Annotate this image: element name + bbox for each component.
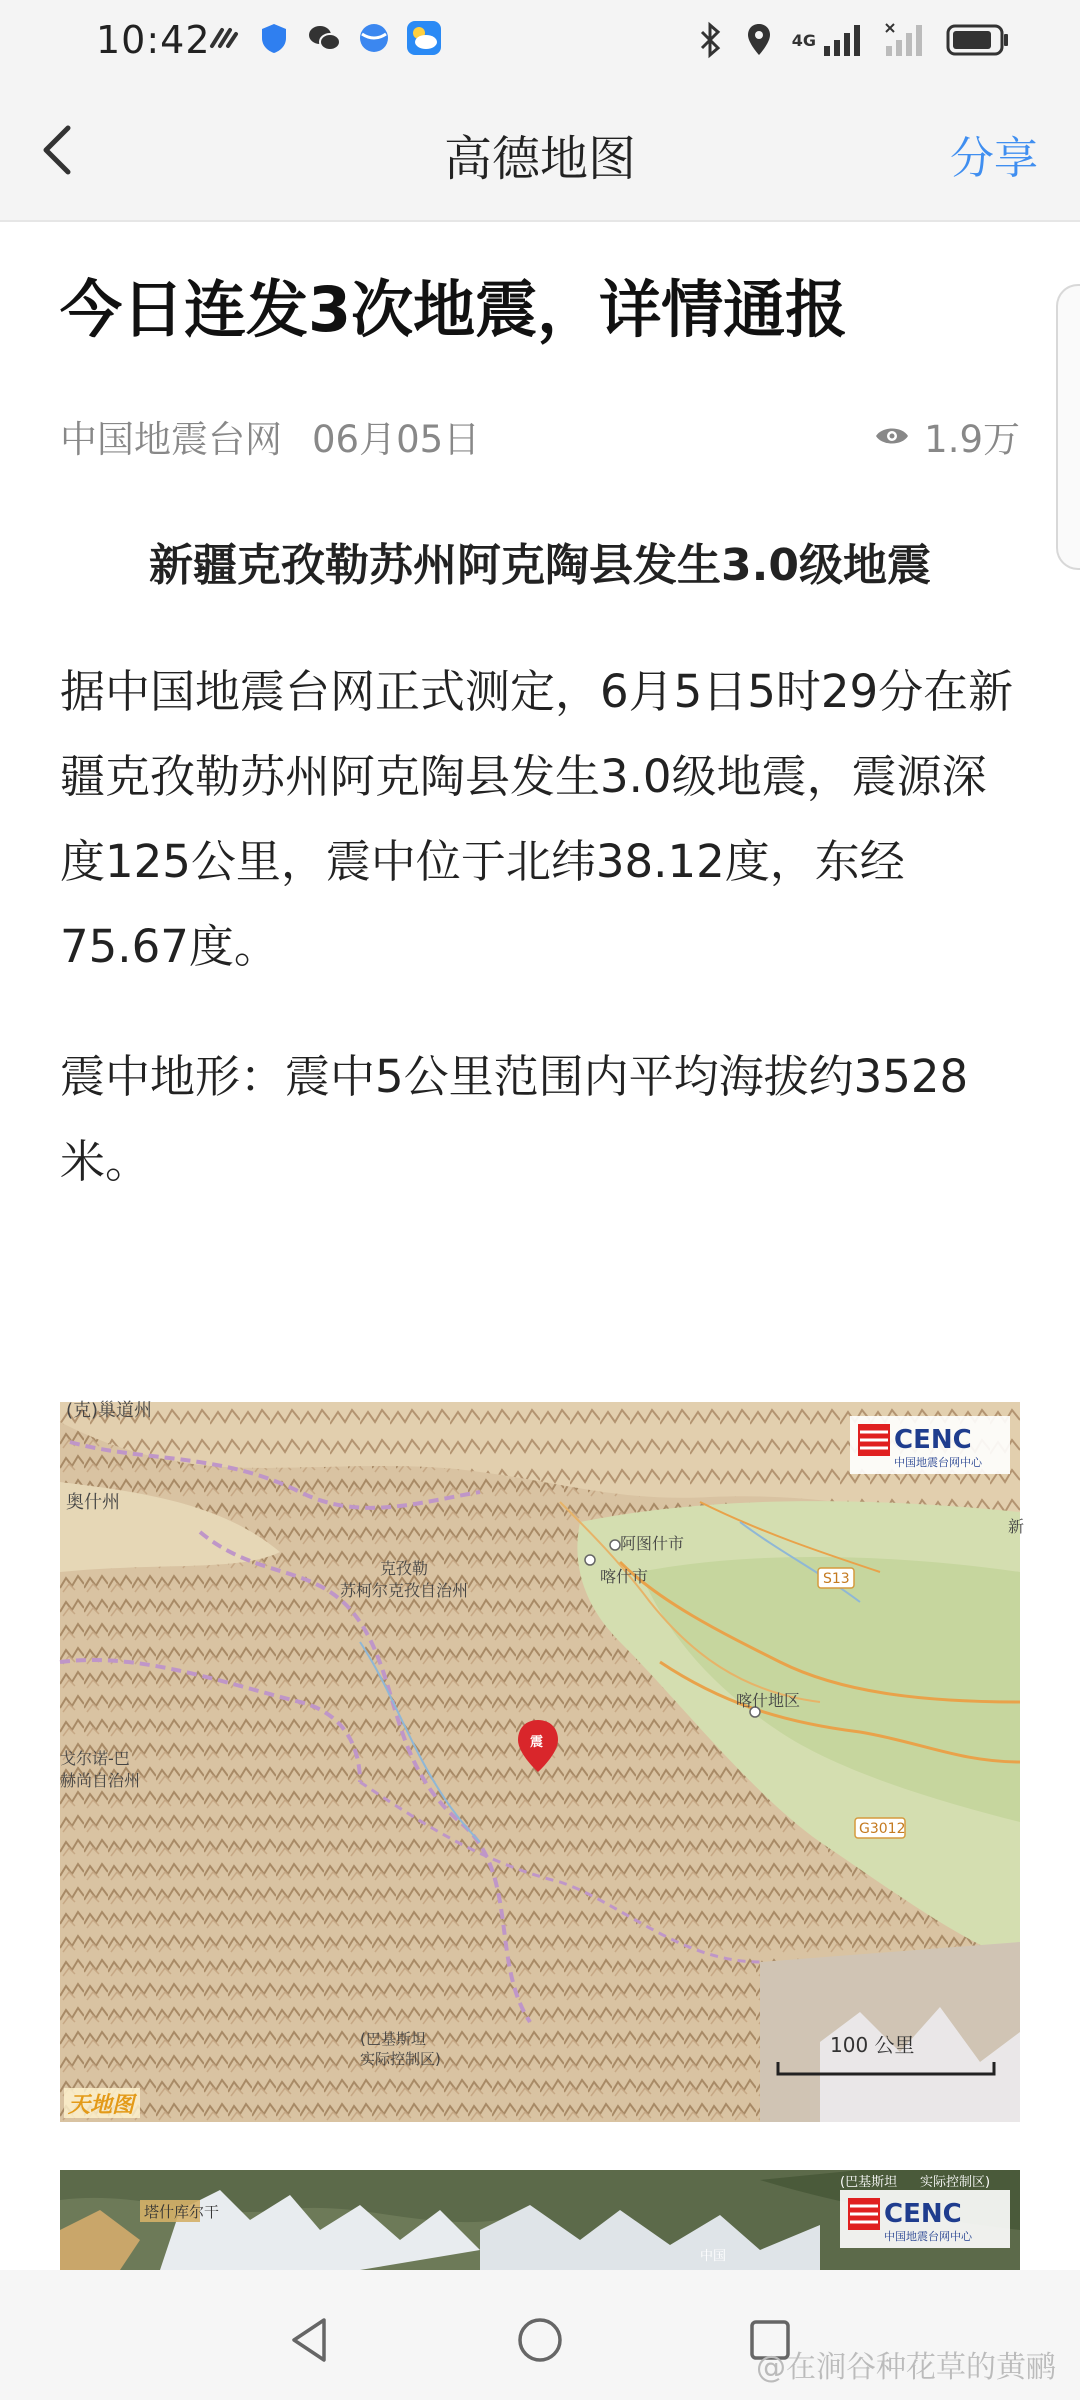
nav-bar [0,80,1080,222]
map-label-top-left: (克)巢道州 [66,1400,153,1421]
edge-side-panel-handle[interactable] [1056,284,1080,570]
article-paragraph-2: 震中地形：震中5公里范围内平均海拔约3528米。 [60,1049,969,1188]
satellite-label-b: (巴基斯坦 [840,2175,898,2190]
epicenter-map[interactable] [60,1400,1025,2122]
browser-icon [356,20,392,56]
article-content [60,220,1020,1249]
map-label-s13: S13 [823,1571,850,1587]
svg-text:中国地震台网中心: 中国地震台网中心 [884,2230,972,2243]
weather-icon [406,20,442,56]
article-meta [60,409,1020,463]
satellite-label-d: 中国 [700,2249,727,2264]
battery-icon [946,20,1010,60]
circle-home-icon [520,2320,560,2360]
status-time: 10:42 [96,18,211,62]
location-icon [744,20,774,60]
svg-text:天地图: 天地图 [68,2092,135,2118]
map-label-pak: (巴基斯坦 [360,2030,426,2048]
status-icons-right [696,20,1010,60]
article-date: 06月05日 [312,417,481,461]
wechat-icon [306,20,342,56]
nav-title: 高德地图 [443,131,636,187]
article-source[interactable]: 中国地震台网 [60,417,282,461]
article-headline: 今日连发3次地震，详情通报 [60,273,848,346]
network-type: 4G [791,30,816,50]
cenc-logo-2 [840,2190,1010,2248]
tianditu-logo [64,2088,140,2118]
svg-text:震: 震 [530,1735,544,1750]
triangle-back-icon [294,2320,324,2360]
hd-icon [206,20,242,56]
map-label-g3012: G3012 [859,1821,906,1837]
eye-icon [874,424,910,448]
map-label-gorno-2: 赫尚自治州 [60,1771,141,1790]
article-views [874,409,1020,463]
signal-icon [822,20,866,60]
status-bar [0,0,1080,80]
map-label-kezile: 克孜勒 [380,1559,429,1578]
status-icons-left [206,20,442,56]
satellite-map[interactable] [60,2170,1020,2270]
weibo-watermark: @在涧谷种花草的黄鹂 [756,2350,1056,2385]
svg-text:CENC: CENC [884,2199,962,2229]
nav-home-button[interactable] [510,2310,570,2370]
signal-weak-icon [884,20,928,60]
svg-text:100 公里: 100 公里 [830,2033,915,2057]
svg-text:CENC: CENC [894,1425,972,1455]
map-label-oshi: 奥什州 [66,1492,120,1513]
article-paragraph-1: 据中国地震台网正式测定，6月5日5时29分在新疆克孜勒苏州阿克陶县发生3.0级地震，震源深度125公里，震中位于北纬38.12度，东经75.67度。 [60,664,1014,973]
article-subhead: 新疆克孜勒苏州阿克陶县发生3.0级地震 [149,539,931,591]
map-label-atushi: 阿图什市 [620,1534,685,1553]
map-label-pak-2: 实际控制区) [360,2050,441,2068]
shield-icon [256,20,292,56]
share-button[interactable]: 分享 [950,133,1038,184]
satellite-map-graphic [60,2170,1020,2270]
nav-back-button[interactable] [280,2310,340,2370]
satellite-label-a: 塔什库尔干 [144,2203,220,2221]
bluetooth-icon [696,20,726,60]
map-label-gorno: 戈尔诺-巴 [60,1749,130,1768]
map-graphic [60,1400,1025,2122]
map-label-kezile-2: 苏柯尔克孜自治州 [340,1581,469,1600]
map-label-kashi-region: 喀什地区 [736,1691,801,1710]
map-label-corner: 新 [1008,1517,1025,1536]
cenc-logo [850,1416,1010,1474]
satellite-label-c: 实际控制区) [920,2175,991,2190]
views-count: 1.9万 [924,417,1020,461]
svg-text:中国地震台网中心: 中国地震台网中心 [894,1456,982,1469]
map-label-kashi-city: 喀什市 [600,1567,649,1586]
